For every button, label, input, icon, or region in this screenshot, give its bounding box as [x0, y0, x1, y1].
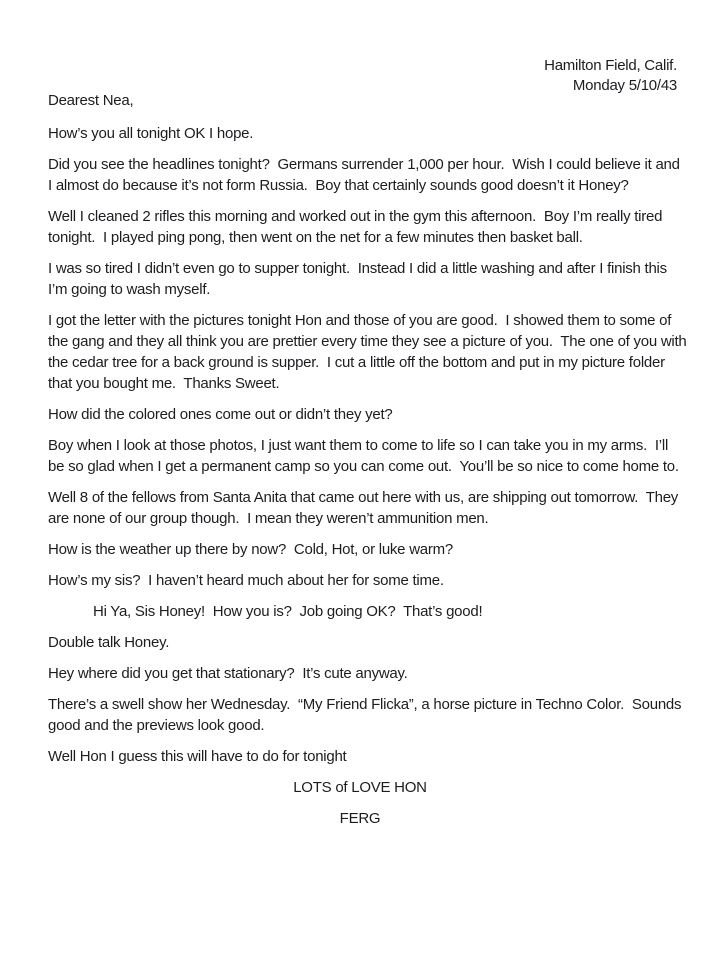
letter-paragraph: How’s you all tonight OK I hope. [48, 125, 254, 142]
letter-closing: LOTS of LOVE HON [293, 779, 427, 796]
letter-body [48, 123, 691, 767]
letter-paragraph: How did the colored ones come out or didn’t they yet? [48, 406, 393, 423]
letter-paragraph: How’s my sis? I haven’t heard much about her for some time. [48, 572, 444, 589]
letter-paragraph: Hey where did you get that stationary? It’s cute anyway. [48, 665, 408, 682]
letter-paragraph: Double talk Honey. [48, 634, 170, 651]
letter-paragraph: I was so tired I didn’t even go to supper tonight. Instead I did a little washing and after I finish this I’m going to wash myself. [48, 260, 671, 298]
letterhead-date: Monday 5/10/43 [572, 77, 677, 94]
letter-paragraph: Well I cleaned 2 rifles this morning and worked out in the gym this afternoon. Boy I’m really tired tonight. I played ping pong, then went on the net for a few minutes then basket ball. [48, 208, 667, 246]
letterhead-location: Hamilton Field, Calif. [544, 57, 677, 74]
letter-greeting: Dearest Nea, [48, 92, 134, 109]
letter-paragraph: Well Hon I guess this will have to do for tonight [48, 748, 347, 765]
letter-paragraph: Did you see the headlines tonight? Germans surrender 1,000 per hour. Wish I could believe it and I almost do because it’s not form Russia. Boy that certainly sounds good doesn’t it Honey? [48, 156, 684, 194]
letter-paragraph: How is the weather up there by now? Cold, Hot, or luke warm? [48, 541, 453, 558]
letter-signature: FERG [339, 810, 381, 827]
letter-paragraph: Hi Ya, Sis Honey! How you is? Job going OK? That’s good! [93, 603, 483, 620]
letter-paragraph: There’s a swell show her Wednesday. “My Friend Flicka”, a horse picture in Techno Color. Sounds good and the previews look good. [48, 696, 686, 734]
letter-paragraph: Well 8 of the fellows from Santa Anita that came out here with us, are shipping out tomorrow. They are none of our group though. I mean they weren’t ammunition men. [48, 489, 682, 527]
letter-paragraph: I got the letter with the pictures tonight Hon and those of you are good. I showed them to some of the gang and they all think you are prettier every time they see a picture of you. The one of you with the cedar tree for a back ground is supper. I cut a little off the bottom and put in my picture folder that you bought me. Thanks Sweet. [48, 312, 691, 392]
letter-paragraph: Boy when I look at those photos, I just want them to come to life so I can take you in my arms. I’ll be so glad when I get a permanent camp so you can come out. You’ll be so nice to come home to. [48, 437, 679, 475]
